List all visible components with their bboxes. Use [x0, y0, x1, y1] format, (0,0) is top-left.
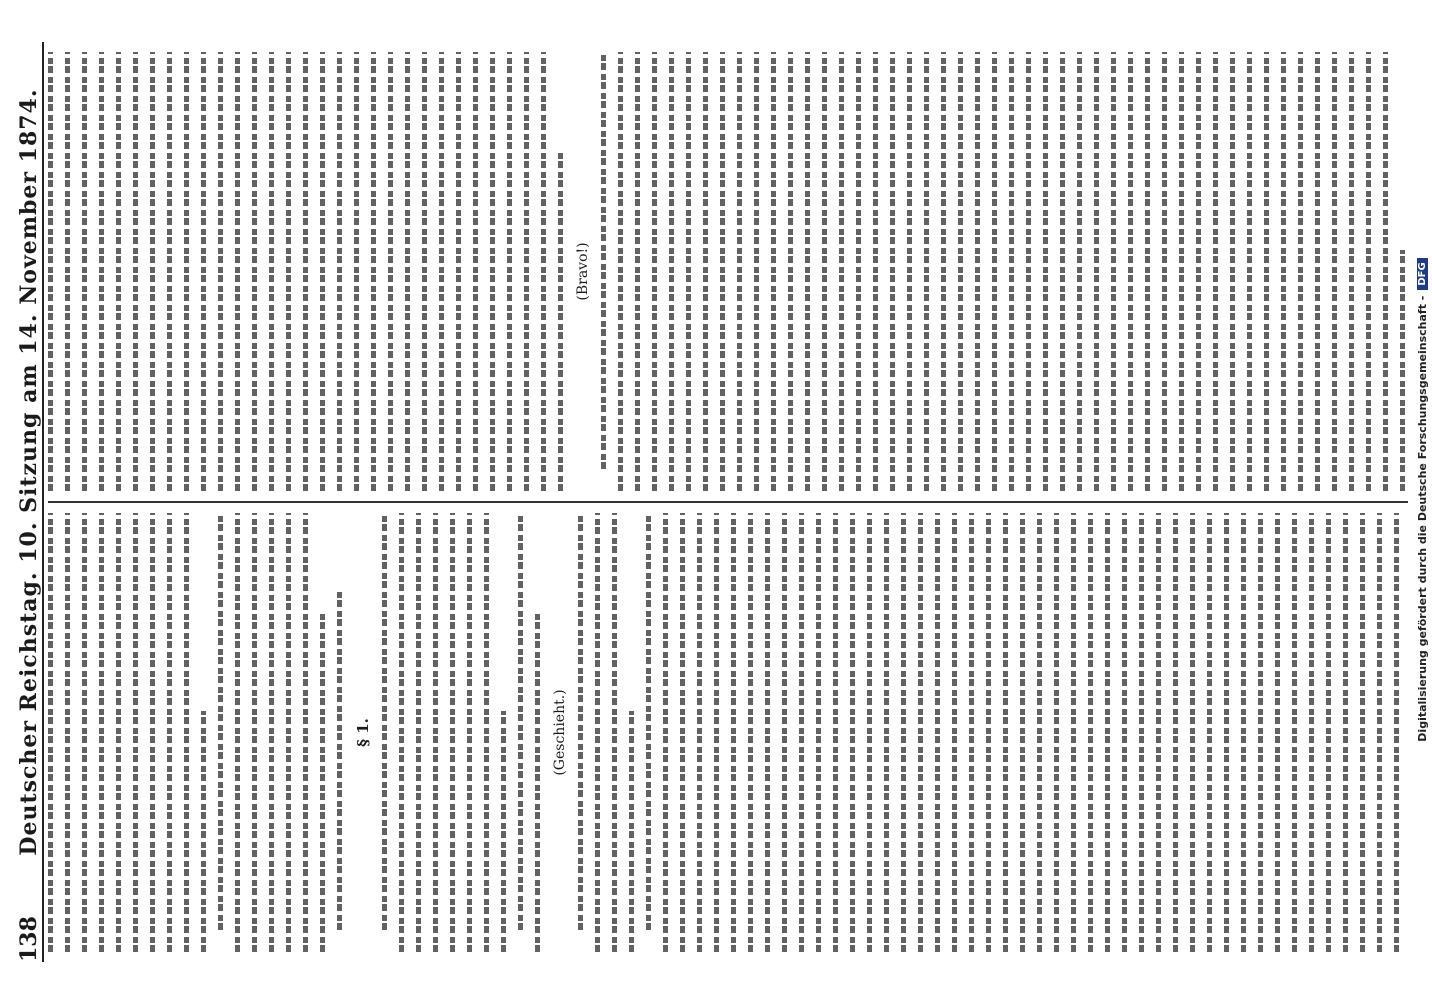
schriftfuehrer-statement	[337, 513, 342, 952]
paragraph-1-text	[382, 513, 506, 952]
paragraph-sign-label: § 1.	[354, 718, 372, 747]
guerber-speech	[646, 513, 1408, 952]
praesident-statement-2	[518, 513, 540, 952]
text-columns	[48, 42, 1408, 962]
result-label: (Geschieht.)	[552, 689, 568, 776]
continuation-text	[48, 52, 563, 491]
digitization-notice	[1412, 10, 1432, 990]
page-body	[8, 42, 1416, 962]
applause-label: (Bravo!)	[575, 242, 591, 301]
left-column	[48, 503, 1408, 962]
vote-result-text	[578, 513, 634, 952]
opening-text	[48, 513, 206, 952]
praesident-statement-1	[218, 513, 325, 952]
closing-speech	[601, 52, 1405, 491]
digitization-notice-text: Digitalisierung gefördert durch die Deutsche Forschungsgemeinschaft -	[1415, 295, 1429, 742]
page-number: 138	[16, 916, 42, 962]
right-column	[48, 42, 1408, 501]
running-title: Deutscher Reichstag. 10. Sitzung am 14. November 1874.	[16, 88, 42, 856]
running-head	[8, 42, 44, 962]
dfg-logo-icon: DFG	[1417, 258, 1428, 289]
